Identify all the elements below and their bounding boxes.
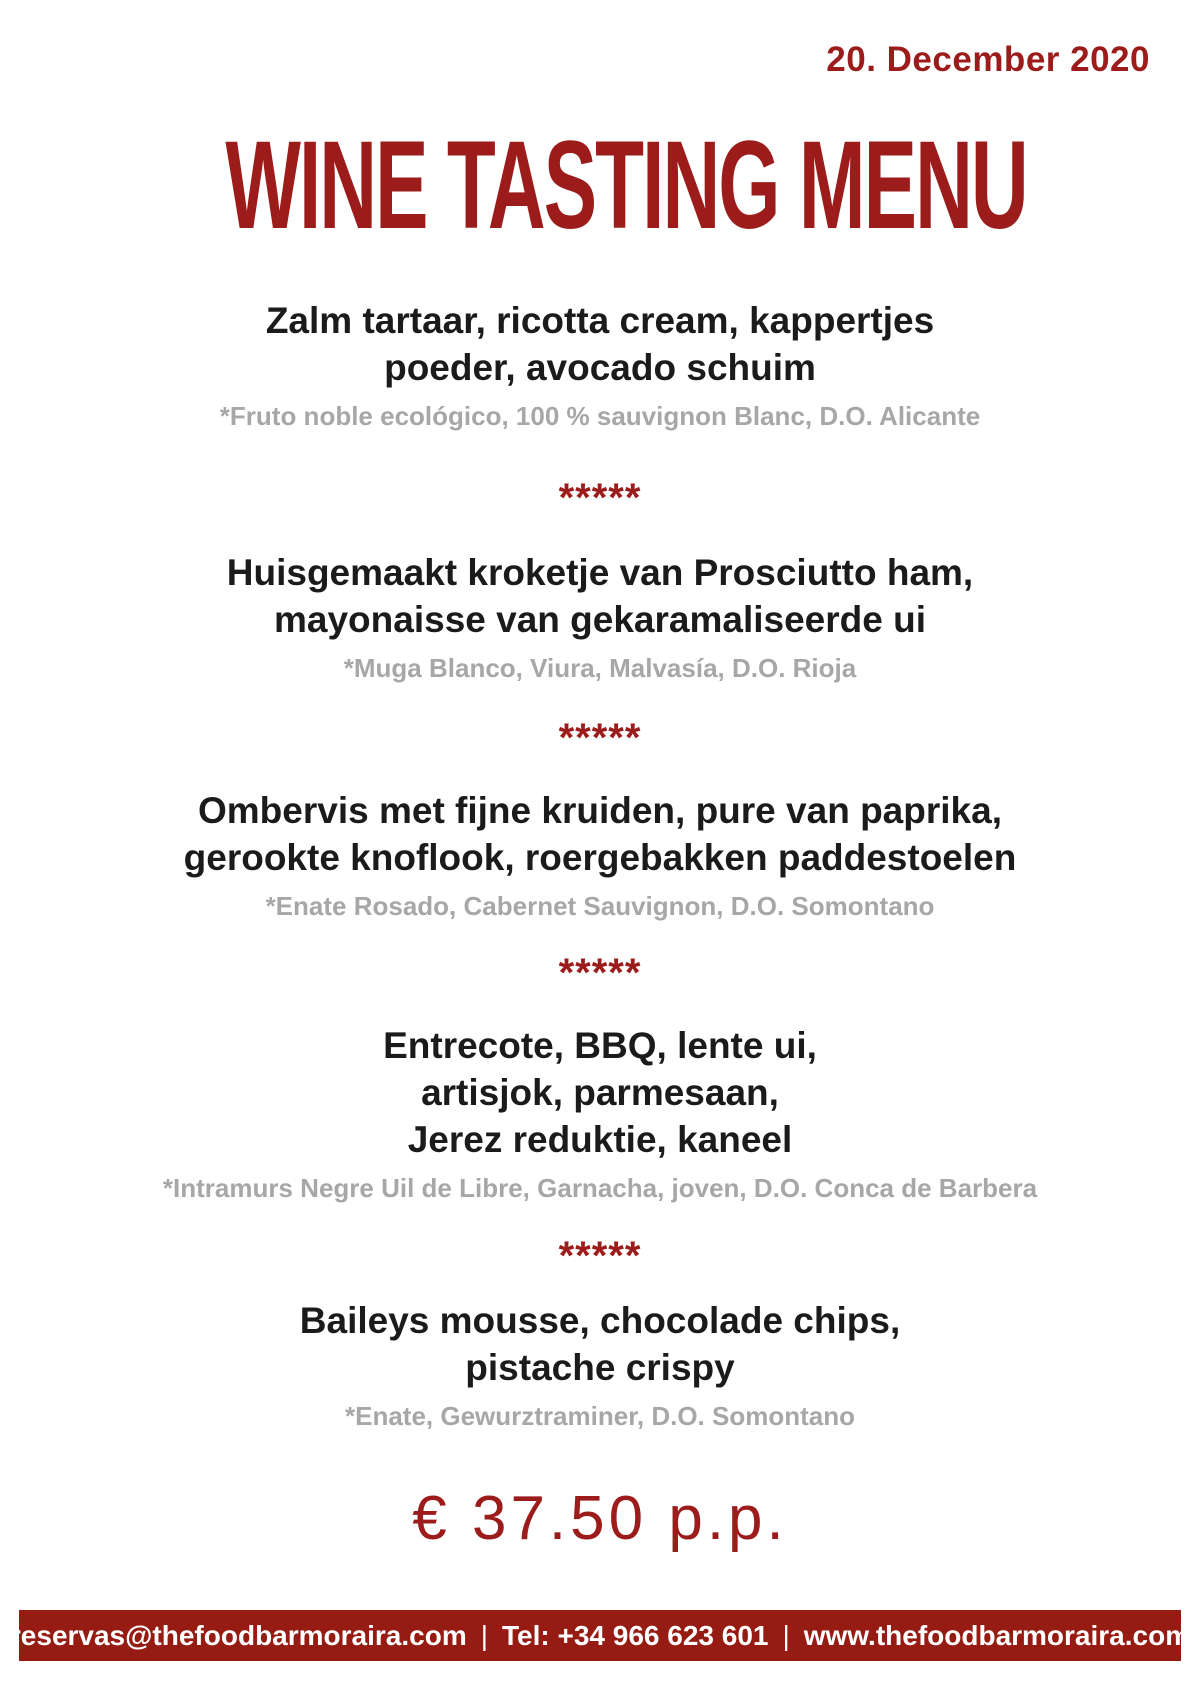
dish-line: pistache crispy [465,1347,735,1388]
course-meat [0,1022,1200,1203]
dish-line: gerookte knoflook, roergebakken paddestoelen [183,837,1017,878]
course-starter [0,297,1200,431]
wine-pairing-note: *Muga Blanco, Viura, Malvasía, D.O. Rioja [343,653,857,683]
dish-line: Zalm tartaar, ricotta cream, kappertjes [265,300,935,341]
dish-line: artisjok, parmesaan, [421,1072,779,1113]
menu-date: 20. December 2020 [826,40,1150,79]
page-title: WINE TASTING MENU [225,116,1027,255]
footer-phone: Tel: +34 966 623 601 [502,1619,769,1651]
page-title-wrap [0,116,1200,255]
dish-line: Baileys mousse, chocolade chips, [299,1300,901,1341]
menu-price: € 37.50 p.p. [412,1484,788,1553]
dish-line: Jerez reduktie, kaneel [407,1119,793,1160]
dish-line: mayonaisse van gekaramaliseerde ui [274,599,926,640]
footer-website: www.thefoodbarmoraira.com [803,1619,1191,1651]
star-separator: ***** [558,716,642,760]
footer-email: reservas@thefoodbarmoraira.com [9,1619,467,1651]
course-dessert [0,1297,1200,1431]
dish-line: Ombervis met fijne kruiden, pure van paprika, [198,790,1002,831]
star-separator: ***** [558,1234,642,1278]
wine-pairing-note: *Enate Rosado, Cabernet Sauvignon, D.O. Somontano [265,891,935,921]
wine-pairing-note: *Fruto noble ecológico, 100 % sauvignon Blanc, D.O. Alicante [219,401,981,431]
wine-pairing-note: *Intramurs Negre Uil de Libre, Garnacha, joven, D.O. Conca de Barbera [162,1173,1038,1203]
footer-bar [9,1610,1191,1661]
wine-pairing-note: *Enate, Gewurztraminer, D.O. Somontano [345,1401,855,1431]
dish-line: poeder, avocado schuim [384,347,816,388]
footer-separator: | [480,1619,488,1651]
footer-separator: | [782,1619,790,1651]
star-separator: ***** [558,951,642,995]
star-separator: ***** [558,476,642,520]
course-fish [0,787,1200,921]
dish-line: Huisgemaakt kroketje van Prosciutto ham, [226,552,974,593]
dish-line: Entrecote, BBQ, lente ui, [383,1025,817,1066]
course-second [0,549,1200,683]
